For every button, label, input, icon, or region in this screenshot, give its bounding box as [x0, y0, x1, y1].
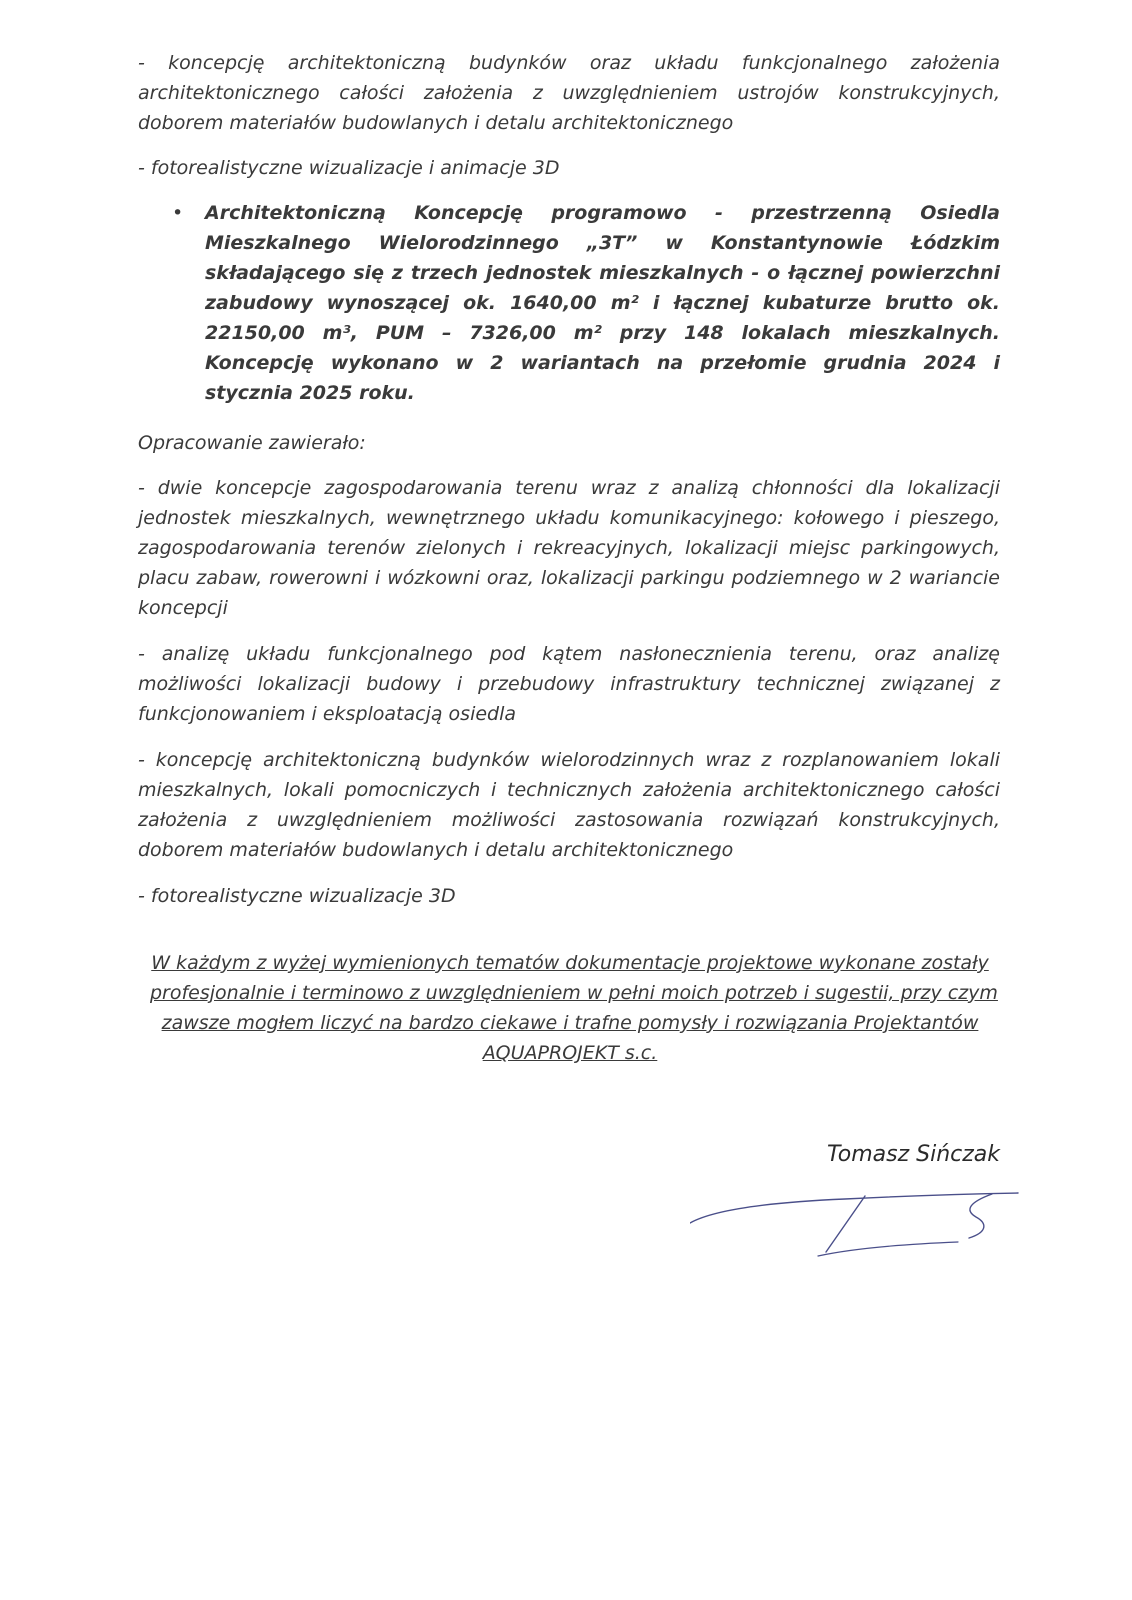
paragraph-visualizations-animations: - fotorealistyczne wizualizacje i animacje 3D: [138, 157, 560, 179]
handwritten-signature: [690, 1190, 1040, 1270]
closing-line: zawsze mogłem liczyć na bardzo ciekawe i trafne pomysły i rozwiązania Projektantów: [161, 1012, 979, 1034]
paragraph-visualizations-3d: - fotorealistyczne wizualizacje 3D: [138, 885, 456, 907]
paragraph-building-concept: - koncepcję architektoniczną budynków wielorodzinnych wraz z rozplanowaniem lokali mieszkalnych, lokali pomocniczych i technicznych założenia architektonicznego całości założenia z uwzględnieniem możliwości zastosowania rozwiązań konstrukcyjnych, doborem materiałów budowlanych i detalu architektonicznego: [138, 749, 1000, 861]
paragraph-architectural-concept: - koncepcję architektoniczną budynków oraz układu funkcjonalnego założenia architektonicznego całości założenia z uwzględnieniem ustrojów konstrukcyjnych, doborem materiałów budowlanych i detalu architektonicznego: [138, 52, 1000, 134]
closing-line: AQUAPROJEKT s.c.: [482, 1042, 658, 1064]
closing-line: W każdym z wyżej wymienionych tematów dokumentacje projektowe wykonane zostały: [151, 952, 989, 974]
bullet-icon: •: [172, 202, 184, 224]
closing-line: profesjonalnie i terminowo z uwzględnieniem w pełni moich potrzeb i sugestii, przy czym: [150, 982, 998, 1004]
intro-label: Opracowanie zawierało:: [138, 432, 366, 454]
closing-statement: [150, 948, 998, 1068]
signer-name: Tomasz Sińczak: [827, 1142, 1000, 1167]
paragraph-land-development: - dwie koncepcje zagospodarowania terenu wraz z analizą chłonności dla lokalizacji jednostek mieszkalnych, wewnętrznego układu komunikacyjnego: kołowego i pieszego, zagospodarowania terenów zielonych i rekreacyjnych, lokalizacji miejsc parkingowych, placu zabaw, rowerowni i wózkowni oraz, lokalizacji parkingu podziemnego w 2 wariancie koncepcji: [138, 477, 1000, 619]
paragraph-functional-analysis: - analizę układu funkcjonalnego pod kątem nasłonecznienia terenu, oraz analizę możliwości lokalizacji budowy i przebudowy infrastruktury technicznej związanej z funkcjonowaniem i eksploatacją osiedla: [138, 643, 1000, 725]
bullet-item-3t-concept: [138, 198, 1000, 408]
document-body: [138, 48, 1000, 927]
bullet-text: Architektoniczną Koncepcję programowo - przestrzenną Osiedla Mieszkalnego Wielorodzinnego „3T” w Konstantynowie Łódzkim składającego się z trzech jednostek mieszkalnych - o łącznej powierzchni zabudowy wynoszącej ok. 1640,00 m² i łącznej kubaturze brutto ok. 22150,00 m³, PUM – 7326,00 m² przy 148 lokalach mieszkalnych. Koncepcję wykonano w 2 wariantach na przełomie grudnia 2024 i stycznia 2025 roku.: [205, 202, 1000, 404]
